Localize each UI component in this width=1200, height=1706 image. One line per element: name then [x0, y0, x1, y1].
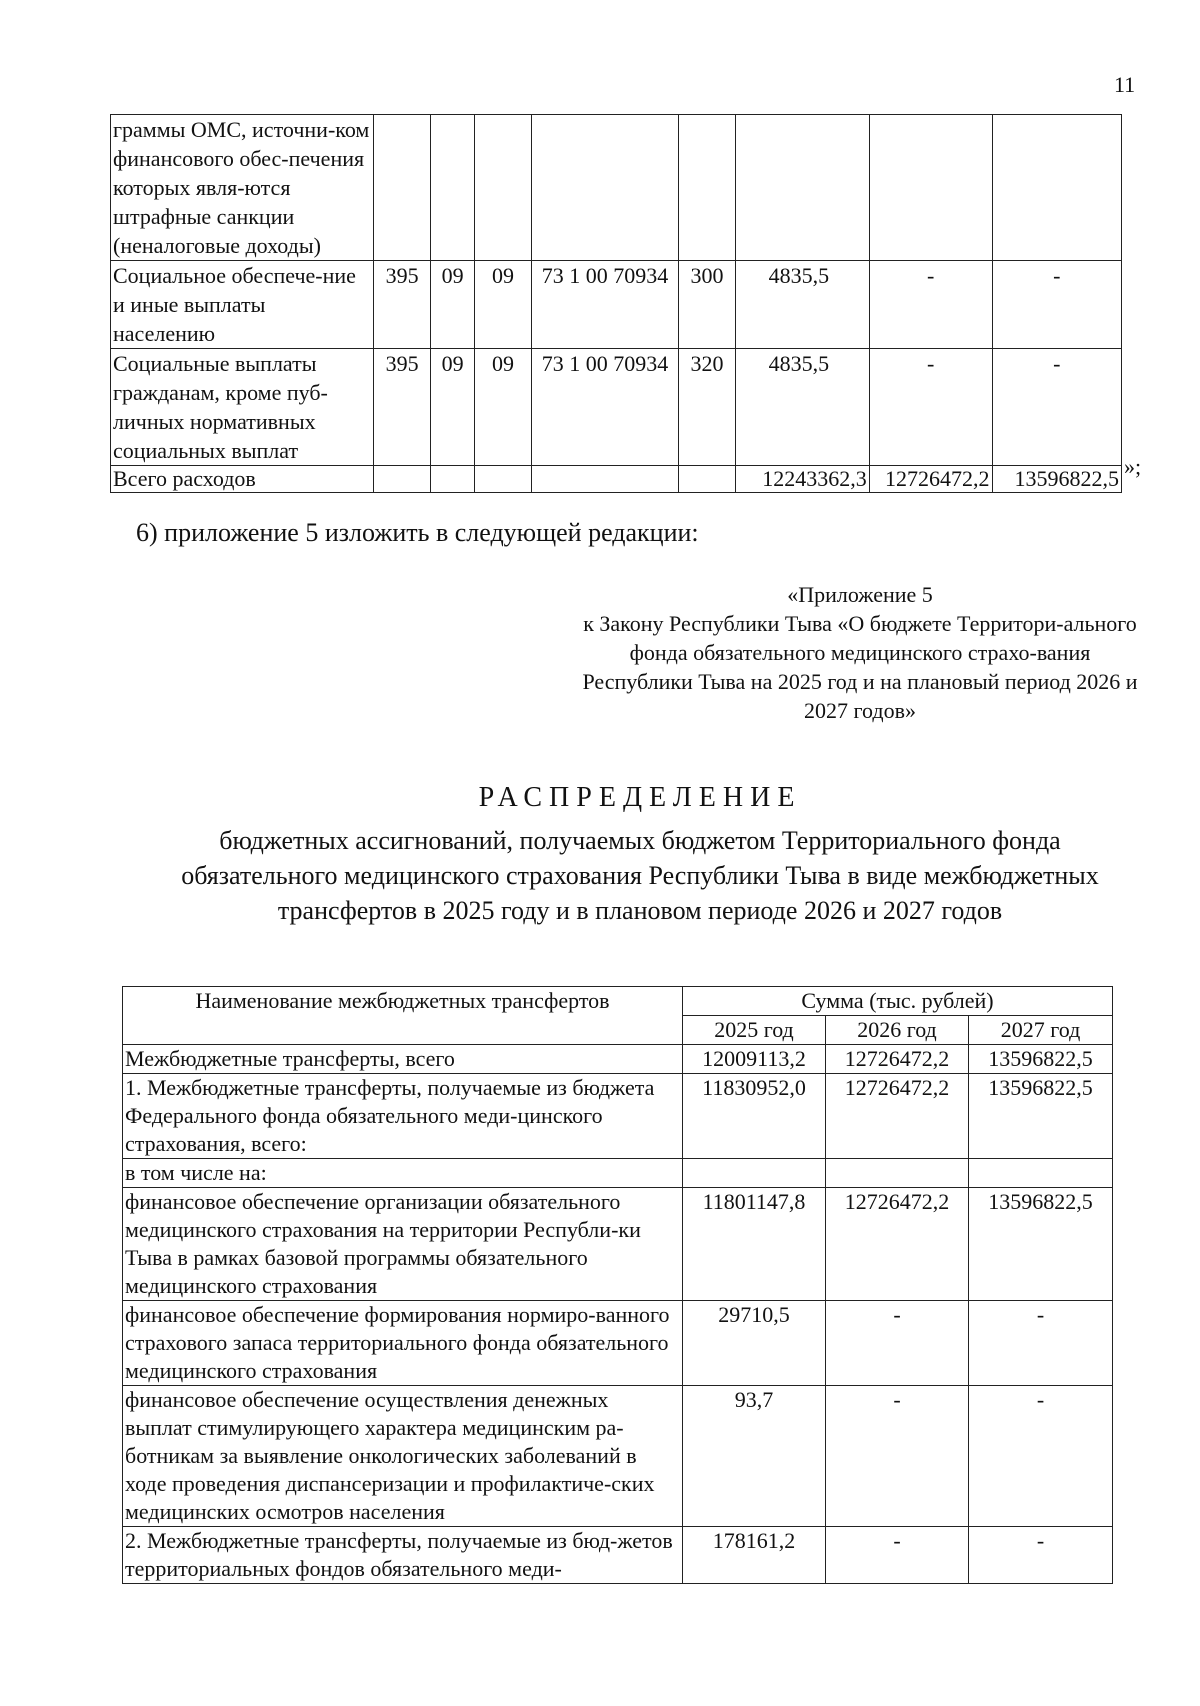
- value-2026: 12726472,2: [826, 1188, 969, 1301]
- target-article-code: 73 1 00 70934: [532, 261, 679, 349]
- table-row: [111, 261, 1122, 349]
- section-heading: [160, 780, 1120, 928]
- paragraph-6: 6) приложение 5 изложить в следующей редакции:: [136, 518, 699, 547]
- row-name: Социальное обеспече-ние и иные выплаты населению: [111, 261, 374, 349]
- header-2025: 2025 год: [683, 1016, 826, 1045]
- row-name: финансовое обеспечение организации обязательного медицинского страхования на территории Республи-ки Тыва в рамках базовой программы обязательного медицинского страхования: [123, 1188, 683, 1301]
- value-2026: 12726472,2: [826, 1045, 969, 1074]
- table-row: [123, 1159, 1113, 1188]
- header-2026: 2026 год: [826, 1016, 969, 1045]
- subsection-code: 09: [475, 349, 532, 466]
- total-2026: 12726472,2: [869, 466, 992, 493]
- value-2025: 29710,5: [683, 1301, 826, 1386]
- value-2025: 11830952,0: [683, 1074, 826, 1159]
- value-2026: 12726472,2: [826, 1074, 969, 1159]
- section-code: 09: [431, 349, 475, 466]
- value-2025: 4835,5: [735, 261, 869, 349]
- expense-type-code: 300: [678, 261, 735, 349]
- appendix-reference: [580, 580, 1140, 725]
- value-2025: 4835,5: [735, 349, 869, 466]
- value-2027: -: [969, 1301, 1113, 1386]
- expenses-table-continuation: [110, 114, 1122, 493]
- value-2026: -: [869, 349, 992, 466]
- value-2027: -: [992, 349, 1121, 466]
- expense-type-code: 320: [678, 349, 735, 466]
- value-2027: [969, 1159, 1113, 1188]
- transfers-table: [122, 986, 1113, 1584]
- table-row: [123, 1045, 1113, 1074]
- value-2025: [683, 1159, 826, 1188]
- table-row: [123, 1301, 1113, 1386]
- table-row: [111, 349, 1122, 466]
- total-2025: 12243362,3: [735, 466, 869, 493]
- value-2027: 13596822,5: [969, 1074, 1113, 1159]
- heading-title: РАСПРЕДЕЛЕНИЕ: [478, 782, 802, 813]
- row-name: Социальные выплаты гражданам, кроме пуб-личных нормативных социальных выплат: [111, 349, 374, 466]
- appendix-law-reference: к Закону Республики Тыва «О бюджете Территори-ального фонда обязательного медицинского страхо-вания Республики Тыва на 2025 год и на плановый период 2026 и 2027 годов»: [582, 611, 1138, 723]
- section-code: 09: [431, 261, 475, 349]
- admin-code: 395: [374, 349, 431, 466]
- closing-quote-mark: »;: [1124, 454, 1142, 479]
- value-2025: 11801147,8: [683, 1188, 826, 1301]
- row-name: Межбюджетные трансферты, всего: [123, 1045, 683, 1074]
- value-2025: 93,7: [683, 1386, 826, 1527]
- total-label: Всего расходов: [111, 466, 374, 493]
- row-name: в том числе на:: [123, 1159, 683, 1188]
- target-article-code: 73 1 00 70934: [532, 349, 679, 466]
- header-sum: Сумма (тыс. рублей): [683, 987, 1113, 1016]
- value-2026: [826, 1159, 969, 1188]
- value-2025: 12009113,2: [683, 1045, 826, 1074]
- table-row: [123, 1074, 1113, 1159]
- total-2027: 13596822,5: [992, 466, 1121, 493]
- value-2026: -: [826, 1386, 969, 1527]
- row-name: финансовое обеспечение формирования нормиро-ванного страхового запаса территориального фонда обязательного медицинского страхования: [123, 1301, 683, 1386]
- subsection-code: 09: [475, 261, 532, 349]
- value-2026: -: [826, 1527, 969, 1584]
- header-row: [123, 987, 1113, 1016]
- total-row: [111, 466, 1122, 493]
- value-2027: -: [969, 1527, 1113, 1584]
- table-row: [123, 1527, 1113, 1584]
- value-2026: -: [826, 1301, 969, 1386]
- row-name: 2. Межбюджетные трансферты, получаемые из бюд-жетов территориальных фондов обязательного меди-: [123, 1527, 683, 1584]
- value-2027: 13596822,5: [969, 1188, 1113, 1301]
- table-row: [111, 115, 1122, 261]
- heading-subtitle: бюджетных ассигнований, получаемых бюджетом Территориального фонда обязательного медицинского страхования Республики Тыва в виде межбюджетных трансфертов в 2025 году и в плановом периоде 2026 и 2027 годов: [181, 826, 1099, 925]
- appendix-title: «Приложение 5: [787, 582, 933, 607]
- table-row: [123, 1188, 1113, 1301]
- value-2027: 13596822,5: [969, 1045, 1113, 1074]
- page-number: 11: [1114, 72, 1136, 97]
- header-name: Наименование межбюджетных трансфертов: [123, 987, 683, 1045]
- row-name: граммы ОМС, источни-ком финансового обес-печения которых явля-ются штрафные санкции (неналоговые доходы): [111, 115, 374, 261]
- table-row: [123, 1386, 1113, 1527]
- header-2027: 2027 год: [969, 1016, 1113, 1045]
- value-2026: -: [869, 261, 992, 349]
- value-2027: -: [969, 1386, 1113, 1527]
- value-2027: -: [992, 261, 1121, 349]
- admin-code: 395: [374, 261, 431, 349]
- row-name: 1. Межбюджетные трансферты, получаемые из бюджета Федерального фонда обязательного меди-цинского страхования, всего:: [123, 1074, 683, 1159]
- row-name: финансовое обеспечение осуществления денежных выплат стимулирующего характера медицинским ра-ботникам за выявление онкологических заболеваний в ходе проведения диспансеризации и профилактиче-ских медицинских осмотров населения: [123, 1386, 683, 1527]
- value-2025: 178161,2: [683, 1527, 826, 1584]
